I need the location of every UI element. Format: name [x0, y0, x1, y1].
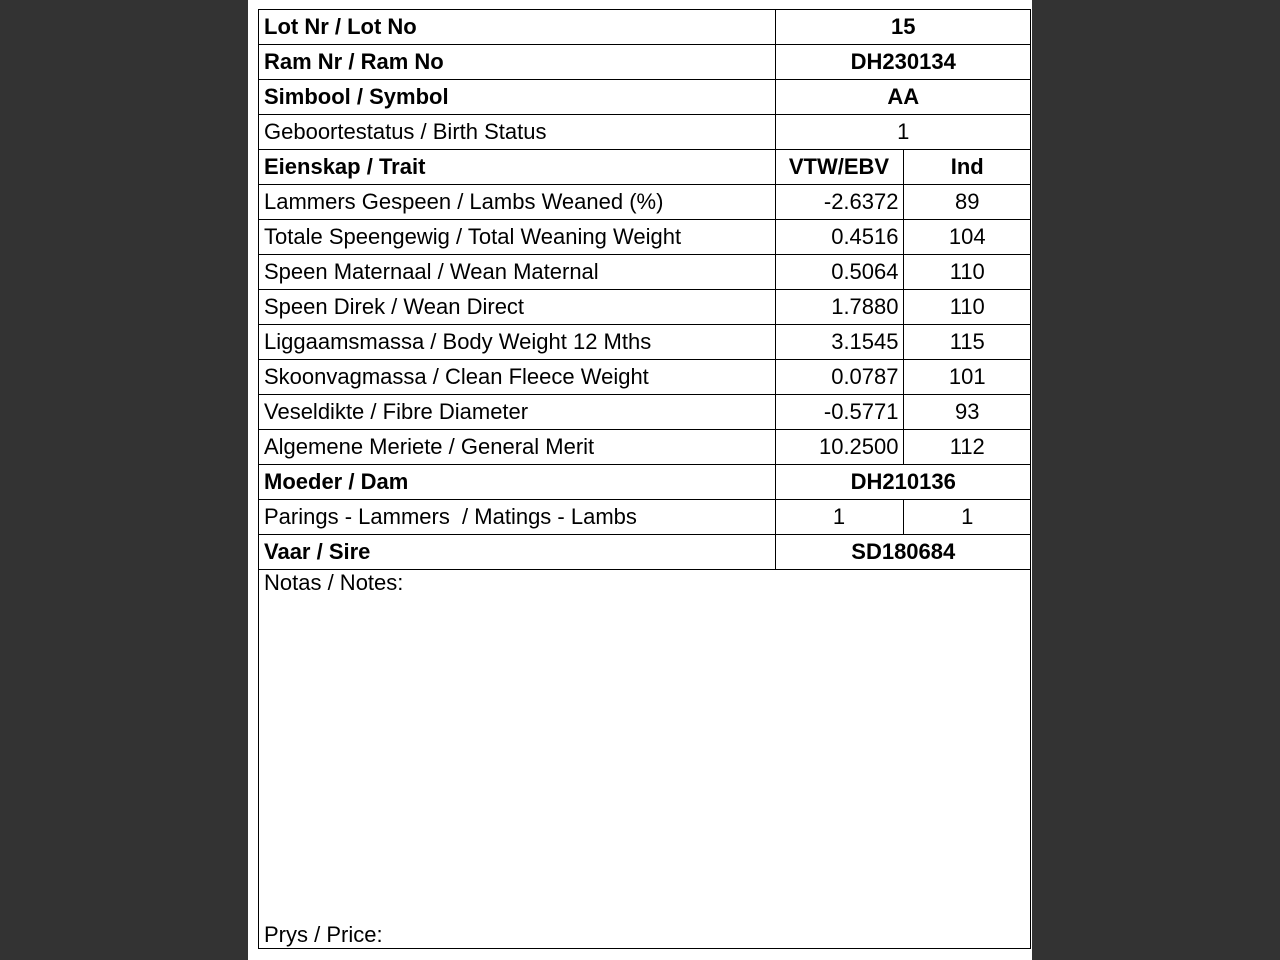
trait-label: Totale Speengewig / Total Weaning Weight: [259, 220, 775, 255]
matings-count: 1: [775, 500, 903, 535]
trait-ind: 115: [903, 325, 1031, 360]
trait-ind: 104: [903, 220, 1031, 255]
trait-label: Speen Maternaal / Wean Maternal: [259, 255, 775, 290]
trait-heading: Eienskap / Trait: [259, 150, 775, 185]
trait-row: [259, 185, 1031, 220]
trait-ebv: 3.1545: [775, 325, 903, 360]
lambs-count: 1: [903, 500, 1031, 535]
dam-row: [259, 465, 1031, 500]
trait-ind: 101: [903, 360, 1031, 395]
trait-row: [259, 430, 1031, 465]
sire-value: SD180684: [775, 535, 1031, 570]
trait-ebv: 0.0787: [775, 360, 903, 395]
lot-number-label: Lot Nr / Lot No: [259, 10, 775, 45]
ram-number-row: [259, 45, 1031, 80]
trait-label: Veseldikte / Fibre Diameter: [259, 395, 775, 430]
trait-ebv: 1.7880: [775, 290, 903, 325]
trait-ind: 110: [903, 255, 1031, 290]
lot-number-value: 15: [775, 10, 1031, 45]
trait-ind: 112: [903, 430, 1031, 465]
birth-status-row: [259, 115, 1031, 150]
birth-status-value: 1: [775, 115, 1031, 150]
lot-card: [258, 9, 1031, 949]
trait-row: [259, 220, 1031, 255]
price-label: Prys / Price:: [264, 922, 383, 947]
trait-label: Liggaamsmassa / Body Weight 12 Mths: [259, 325, 775, 360]
trait-ebv: 0.5064: [775, 255, 903, 290]
trait-ebv: 10.2500: [775, 430, 903, 465]
notes-label: Notas / Notes:: [264, 570, 404, 595]
symbol-row: [259, 80, 1031, 115]
trait-label: Algemene Meriete / General Merit: [259, 430, 775, 465]
trait-ind: 89: [903, 185, 1031, 220]
trait-row: [259, 360, 1031, 395]
dam-value: DH210136: [775, 465, 1031, 500]
trait-label: Speen Direk / Wean Direct: [259, 290, 775, 325]
trait-ebv: 0.4516: [775, 220, 903, 255]
trait-ind: 93: [903, 395, 1031, 430]
ind-column-header: Ind: [903, 150, 1031, 185]
symbol-value: AA: [775, 80, 1031, 115]
matings-label: Parings - Lammers / Matings - Lambs: [259, 500, 775, 535]
lot-number-row: [259, 10, 1031, 45]
birth-status-label: Geboortestatus / Birth Status: [259, 115, 775, 150]
trait-label: Skoonvagmassa / Clean Fleece Weight: [259, 360, 775, 395]
trait-ind: 110: [903, 290, 1031, 325]
trait-header-row: [259, 150, 1031, 185]
dam-label: Moeder / Dam: [259, 465, 775, 500]
ram-number-value: DH230134: [775, 45, 1031, 80]
trait-row: [259, 325, 1031, 360]
trait-row: [259, 395, 1031, 430]
trait-row: [259, 290, 1031, 325]
trait-ebv: -2.6372: [775, 185, 903, 220]
sire-label: Vaar / Sire: [259, 535, 775, 570]
document-page: [248, 0, 1032, 960]
trait-row: [259, 255, 1031, 290]
trait-ebv: -0.5771: [775, 395, 903, 430]
matings-row: [259, 500, 1031, 535]
ram-number-label: Ram Nr / Ram No: [259, 45, 775, 80]
lot-table: [259, 10, 1031, 570]
sire-row: [259, 535, 1031, 570]
trait-label: Lammers Gespeen / Lambs Weaned (%): [259, 185, 775, 220]
symbol-label: Simbool / Symbol: [259, 80, 775, 115]
ebv-column-header: VTW/EBV: [775, 150, 903, 185]
